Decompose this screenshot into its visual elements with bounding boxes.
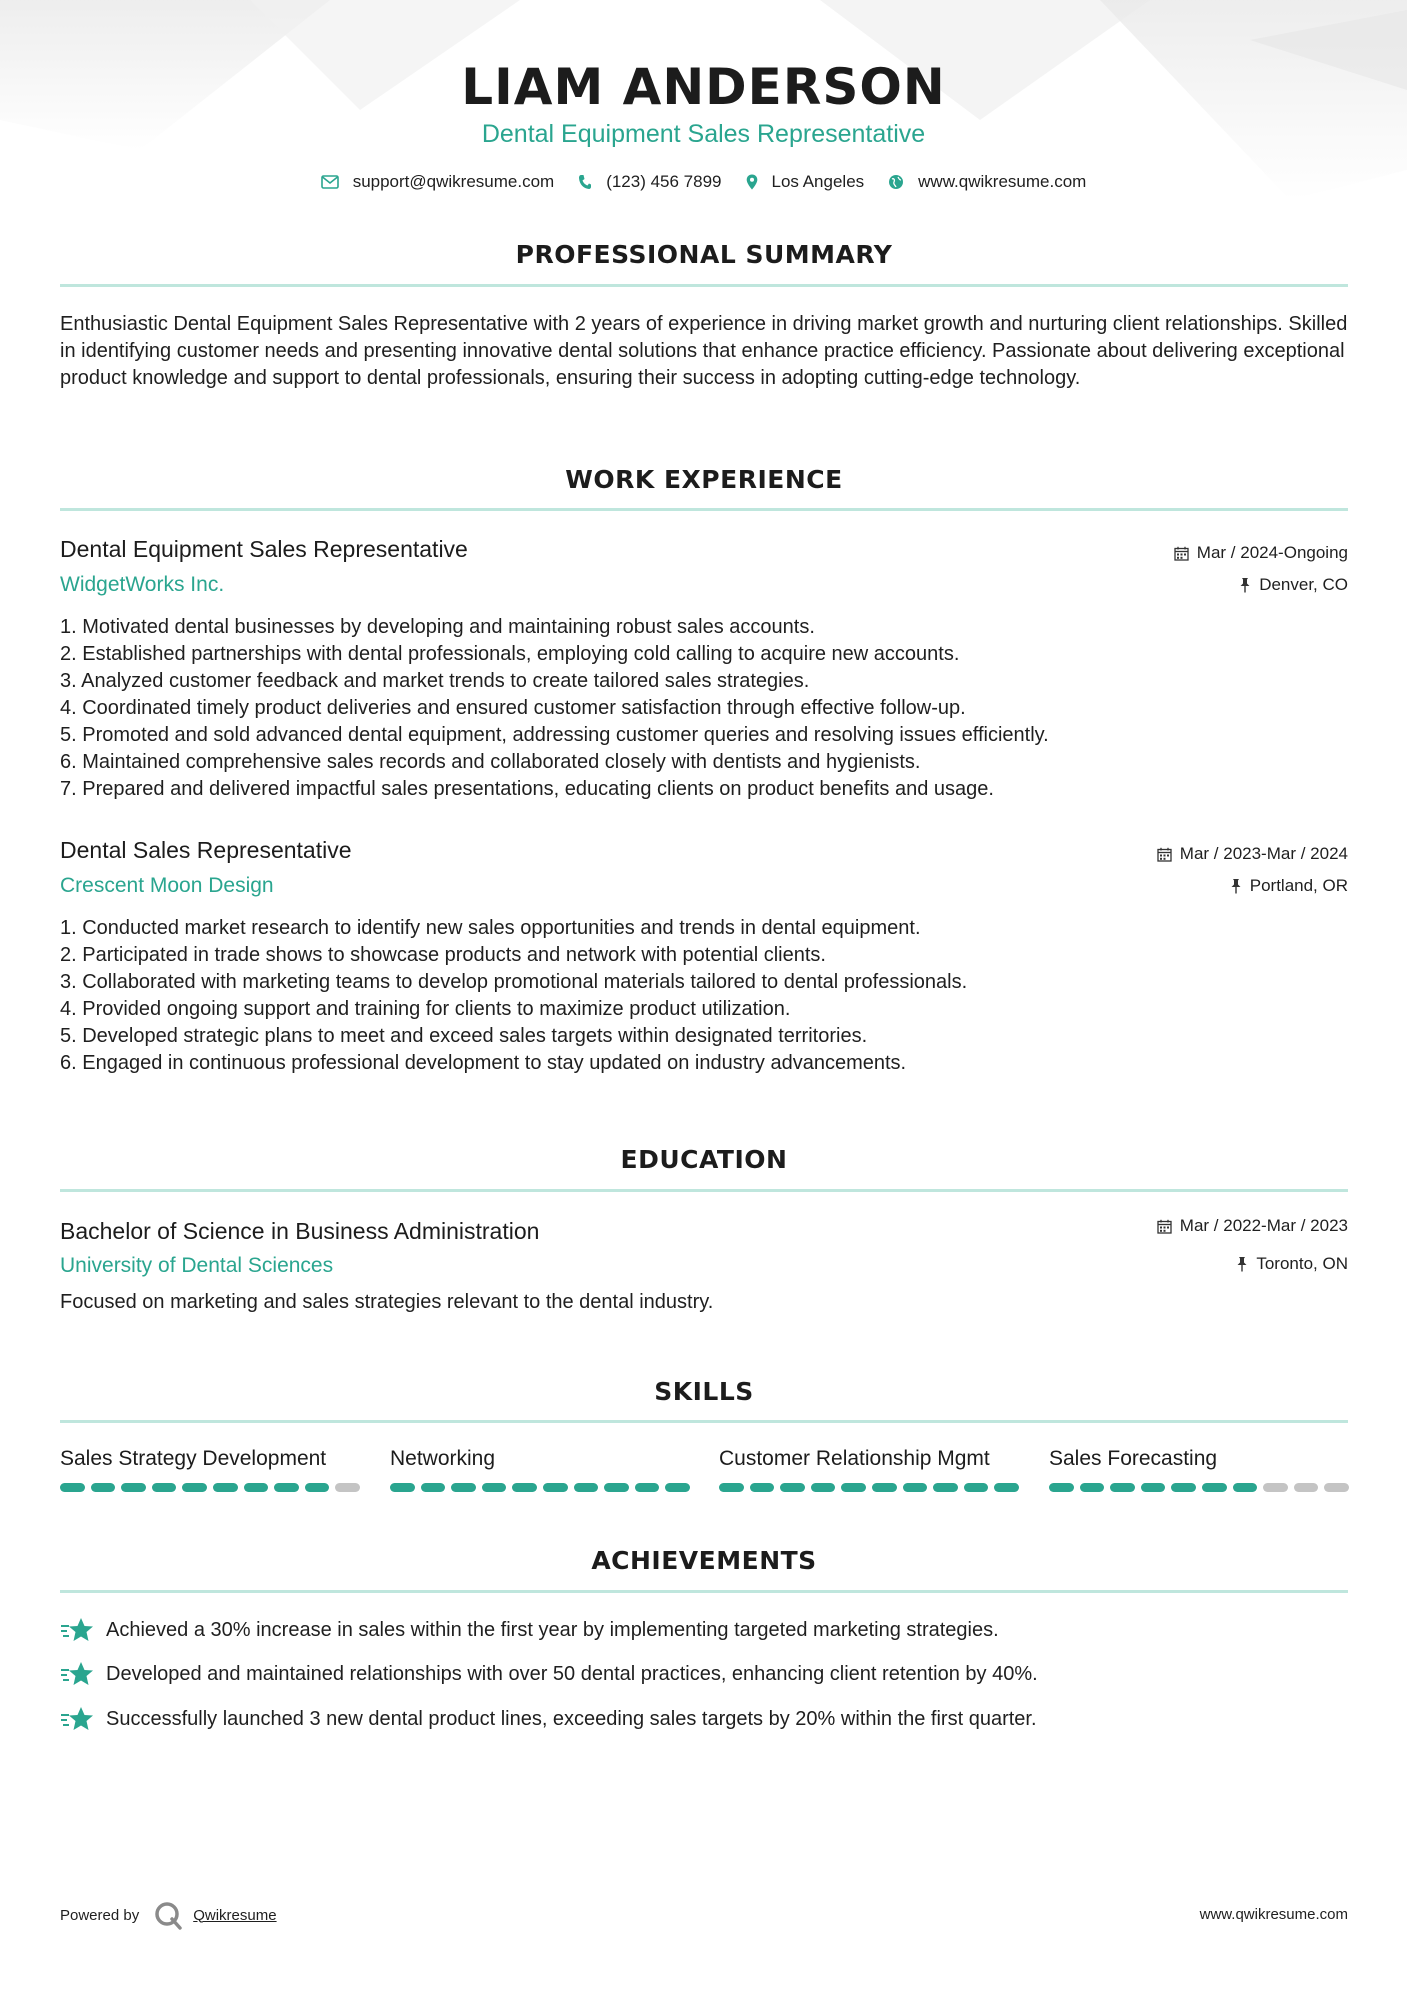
education-school: University of Dental Sciences xyxy=(60,1254,334,1277)
skill-level-segment-empty xyxy=(1324,1483,1349,1492)
skill-level-segment-filled xyxy=(543,1483,568,1492)
achievement-item xyxy=(60,1706,1037,1732)
candidate-role: Dental Equipment Sales Representative xyxy=(481,120,926,148)
skill-level-segment-filled xyxy=(903,1483,928,1492)
job-dates-text: Mar / 2023-Mar / 2024 xyxy=(1179,844,1348,863)
star-icon xyxy=(60,1617,94,1643)
skill-level-bar xyxy=(390,1483,690,1492)
job-location-text: Denver, CO xyxy=(1259,575,1348,594)
map-pin-icon xyxy=(746,174,758,190)
contact-website[interactable] xyxy=(888,172,1086,192)
duty-item: 6. Engaged in continuous professional development to stay updated on industry advancements. xyxy=(60,1052,907,1074)
skill-name: Customer Relationship Mgmt xyxy=(719,1447,990,1470)
duty-item: 1. Conducted market research to identify new sales opportunities and trends in dental equipment. xyxy=(60,917,921,939)
education-location xyxy=(1236,1254,1348,1274)
skill-level-segment-filled xyxy=(933,1483,958,1492)
skill-level-segment-filled xyxy=(1233,1483,1258,1492)
envelope-icon xyxy=(321,175,339,189)
job-title: Dental Sales Representative xyxy=(60,837,352,863)
pushpin-icon xyxy=(1230,878,1242,894)
contact-phone-text: (123) 456 7899 xyxy=(606,172,722,191)
skill-name: Networking xyxy=(390,1447,496,1470)
skill-level-bar xyxy=(1049,1483,1349,1492)
skill-level-segment-filled xyxy=(421,1483,446,1492)
achievement-item xyxy=(60,1661,1038,1687)
skill-level-segment-filled xyxy=(841,1483,866,1492)
education-location-text: Toronto, ON xyxy=(1256,1254,1348,1273)
skill-level-segment-filled xyxy=(994,1483,1019,1492)
duty-item: 2. Established partnerships with dental professionals, employing cold calling to acquire new accounts. xyxy=(60,643,960,665)
skill-level-segment-filled xyxy=(872,1483,897,1492)
summary-divider xyxy=(60,284,1348,287)
skill-level-segment-filled xyxy=(635,1483,660,1492)
job-company: WidgetWorks Inc. xyxy=(60,573,225,596)
skill-level-segment-filled xyxy=(1049,1483,1074,1492)
skill-level-segment-filled xyxy=(244,1483,269,1492)
duty-item: 3. Collaborated with marketing teams to develop promotional materials tailored to dental professionals. xyxy=(60,971,968,993)
star-icon xyxy=(60,1706,94,1732)
education-degree: Bachelor of Science in Business Administration xyxy=(60,1218,540,1244)
achievements-heading: ACHIEVEMENTS xyxy=(591,1546,817,1575)
duty-item: 1. Motivated dental businesses by developing and maintaining robust sales accounts. xyxy=(60,616,815,638)
footer-powered-by xyxy=(60,1900,277,1930)
pushpin-icon xyxy=(1236,1256,1248,1272)
qwikresume-logo-icon xyxy=(153,1900,183,1930)
achievements-divider xyxy=(60,1590,1348,1593)
education-dates xyxy=(1157,1216,1348,1236)
skill-level-segment-filled xyxy=(512,1483,537,1492)
skill-level-segment-filled xyxy=(390,1483,415,1492)
calendar-icon xyxy=(1157,847,1172,862)
skill-level-segment-filled xyxy=(91,1483,116,1492)
achievement-text: Successfully launched 3 new dental product lines, exceeding sales targets by 20% within the first quarter. xyxy=(106,1707,1037,1730)
skill-level-segment-filled xyxy=(574,1483,599,1492)
star-icon xyxy=(60,1661,94,1687)
skill-item xyxy=(390,1447,690,1492)
summary-text: Enthusiastic Dental Equipment Sales Representative with 2 years of experience in driving market growth and nurturing client relationships. Skilled in identifying customer needs and presenting innovative dental solutions that enhance practice efficiency. Passionate about delivering exceptional product knowledge and support to dental professionals, ensuring their success in adopting cutting-edge technology. xyxy=(60,313,1348,389)
skill-level-segment-filled xyxy=(964,1483,989,1492)
calendar-icon xyxy=(1174,546,1189,561)
candidate-name: LIAM ANDERSON xyxy=(461,58,946,116)
skill-level-segment-empty xyxy=(1294,1483,1319,1492)
education-divider xyxy=(60,1189,1348,1192)
skill-level-segment-empty xyxy=(335,1483,360,1492)
skill-item xyxy=(60,1447,360,1492)
skill-level-segment-filled xyxy=(811,1483,836,1492)
skill-item xyxy=(719,1447,1019,1492)
achievement-text: Achieved a 30% increase in sales within the first year by implementing targeted marketing strategies. xyxy=(106,1618,999,1641)
duty-item: 6. Maintained comprehensive sales records and collaborated closely with dentists and hygienists. xyxy=(60,751,921,773)
job-location xyxy=(1239,575,1348,595)
experience-divider xyxy=(60,508,1348,511)
globe-icon xyxy=(888,174,904,190)
contact-location xyxy=(746,172,865,192)
skill-item xyxy=(1049,1447,1349,1492)
job-location xyxy=(1230,876,1348,896)
job-dates xyxy=(1157,844,1348,864)
job-title: Dental Equipment Sales Representative xyxy=(60,536,468,562)
skill-level-segment-filled xyxy=(182,1483,207,1492)
job-duties-list xyxy=(60,915,1350,1077)
skill-level-segment-filled xyxy=(305,1483,330,1492)
skills-heading: SKILLS xyxy=(654,1377,754,1406)
skill-level-segment-filled xyxy=(665,1483,690,1492)
skill-level-segment-filled xyxy=(274,1483,299,1492)
calendar-icon xyxy=(1157,1219,1172,1234)
education-heading: EDUCATION xyxy=(620,1145,788,1174)
skill-name: Sales Forecasting xyxy=(1049,1447,1218,1470)
duty-item: 2. Participated in trade shows to showcase products and network with potential clients. xyxy=(60,944,826,966)
education-dates-text: Mar / 2022-Mar / 2023 xyxy=(1179,1216,1348,1235)
duty-item: 4. Coordinated timely product deliveries and ensured customer satisfaction through effective follow-up. xyxy=(60,697,966,719)
skill-level-bar xyxy=(60,1483,360,1492)
duty-item: 4. Provided ongoing support and training for clients to maximize product utilization. xyxy=(60,998,791,1020)
skill-name: Sales Strategy Development xyxy=(60,1447,327,1470)
skill-level-segment-filled xyxy=(451,1483,476,1492)
job-duties-list xyxy=(60,614,1350,803)
skill-level-segment-filled xyxy=(1202,1483,1227,1492)
contact-phone[interactable] xyxy=(578,172,721,192)
skill-level-segment-filled xyxy=(604,1483,629,1492)
contact-email[interactable] xyxy=(321,172,555,192)
job-dates-text: Mar / 2024-Ongoing xyxy=(1196,543,1348,562)
job-location-text: Portland, OR xyxy=(1249,876,1348,895)
skill-level-segment-filled xyxy=(780,1483,805,1492)
summary-heading: PROFESSIONAL SUMMARY xyxy=(515,240,893,269)
achievement-text: Developed and maintained relationships with over 50 dental practices, enhancing client retention by 40%. xyxy=(106,1662,1038,1685)
footer-website[interactable]: www.qwikresume.com xyxy=(1199,1906,1348,1923)
qwikresume-link[interactable]: Qwikresume xyxy=(193,1906,277,1924)
education-description: Focused on marketing and sales strategies relevant to the dental industry. xyxy=(60,1291,714,1313)
contact-email-text: support@qwikresume.com xyxy=(352,172,555,191)
powered-by-label: Powered by xyxy=(60,1906,140,1924)
skill-level-segment-filled xyxy=(719,1483,744,1492)
phone-icon xyxy=(578,174,592,190)
skills-divider xyxy=(60,1420,1348,1423)
job-dates xyxy=(1174,543,1348,563)
skill-level-segment-filled xyxy=(750,1483,775,1492)
experience-heading: WORK EXPERIENCE xyxy=(565,465,843,494)
skill-level-segment-filled xyxy=(60,1483,85,1492)
skill-level-segment-filled xyxy=(1110,1483,1135,1492)
contact-location-text: Los Angeles xyxy=(771,172,865,191)
skill-level-segment-filled xyxy=(1171,1483,1196,1492)
skill-level-segment-filled xyxy=(121,1483,146,1492)
skill-level-bar xyxy=(719,1483,1019,1492)
achievement-item xyxy=(60,1617,999,1643)
contact-website-text: www.qwikresume.com xyxy=(918,172,1087,191)
skill-level-segment-filled xyxy=(213,1483,238,1492)
contact-bar xyxy=(0,172,1407,192)
skill-level-segment-filled xyxy=(152,1483,177,1492)
skill-level-segment-filled xyxy=(1141,1483,1166,1492)
skill-level-segment-empty xyxy=(1263,1483,1288,1492)
duty-item: 3. Analyzed customer feedback and market trends to create tailored sales strategies. xyxy=(60,670,810,692)
duty-item: 5. Promoted and sold advanced dental equipment, addressing customer queries and resolving issues efficiently. xyxy=(60,724,1049,746)
job-company: Crescent Moon Design xyxy=(60,874,274,897)
duty-item: 7. Prepared and delivered impactful sales presentations, educating clients on product benefits and usage. xyxy=(60,778,994,800)
skill-level-segment-filled xyxy=(482,1483,507,1492)
duty-item: 5. Developed strategic plans to meet and exceed sales targets within designated territories. xyxy=(60,1025,868,1047)
skill-level-segment-filled xyxy=(1080,1483,1105,1492)
pushpin-icon xyxy=(1239,577,1251,593)
